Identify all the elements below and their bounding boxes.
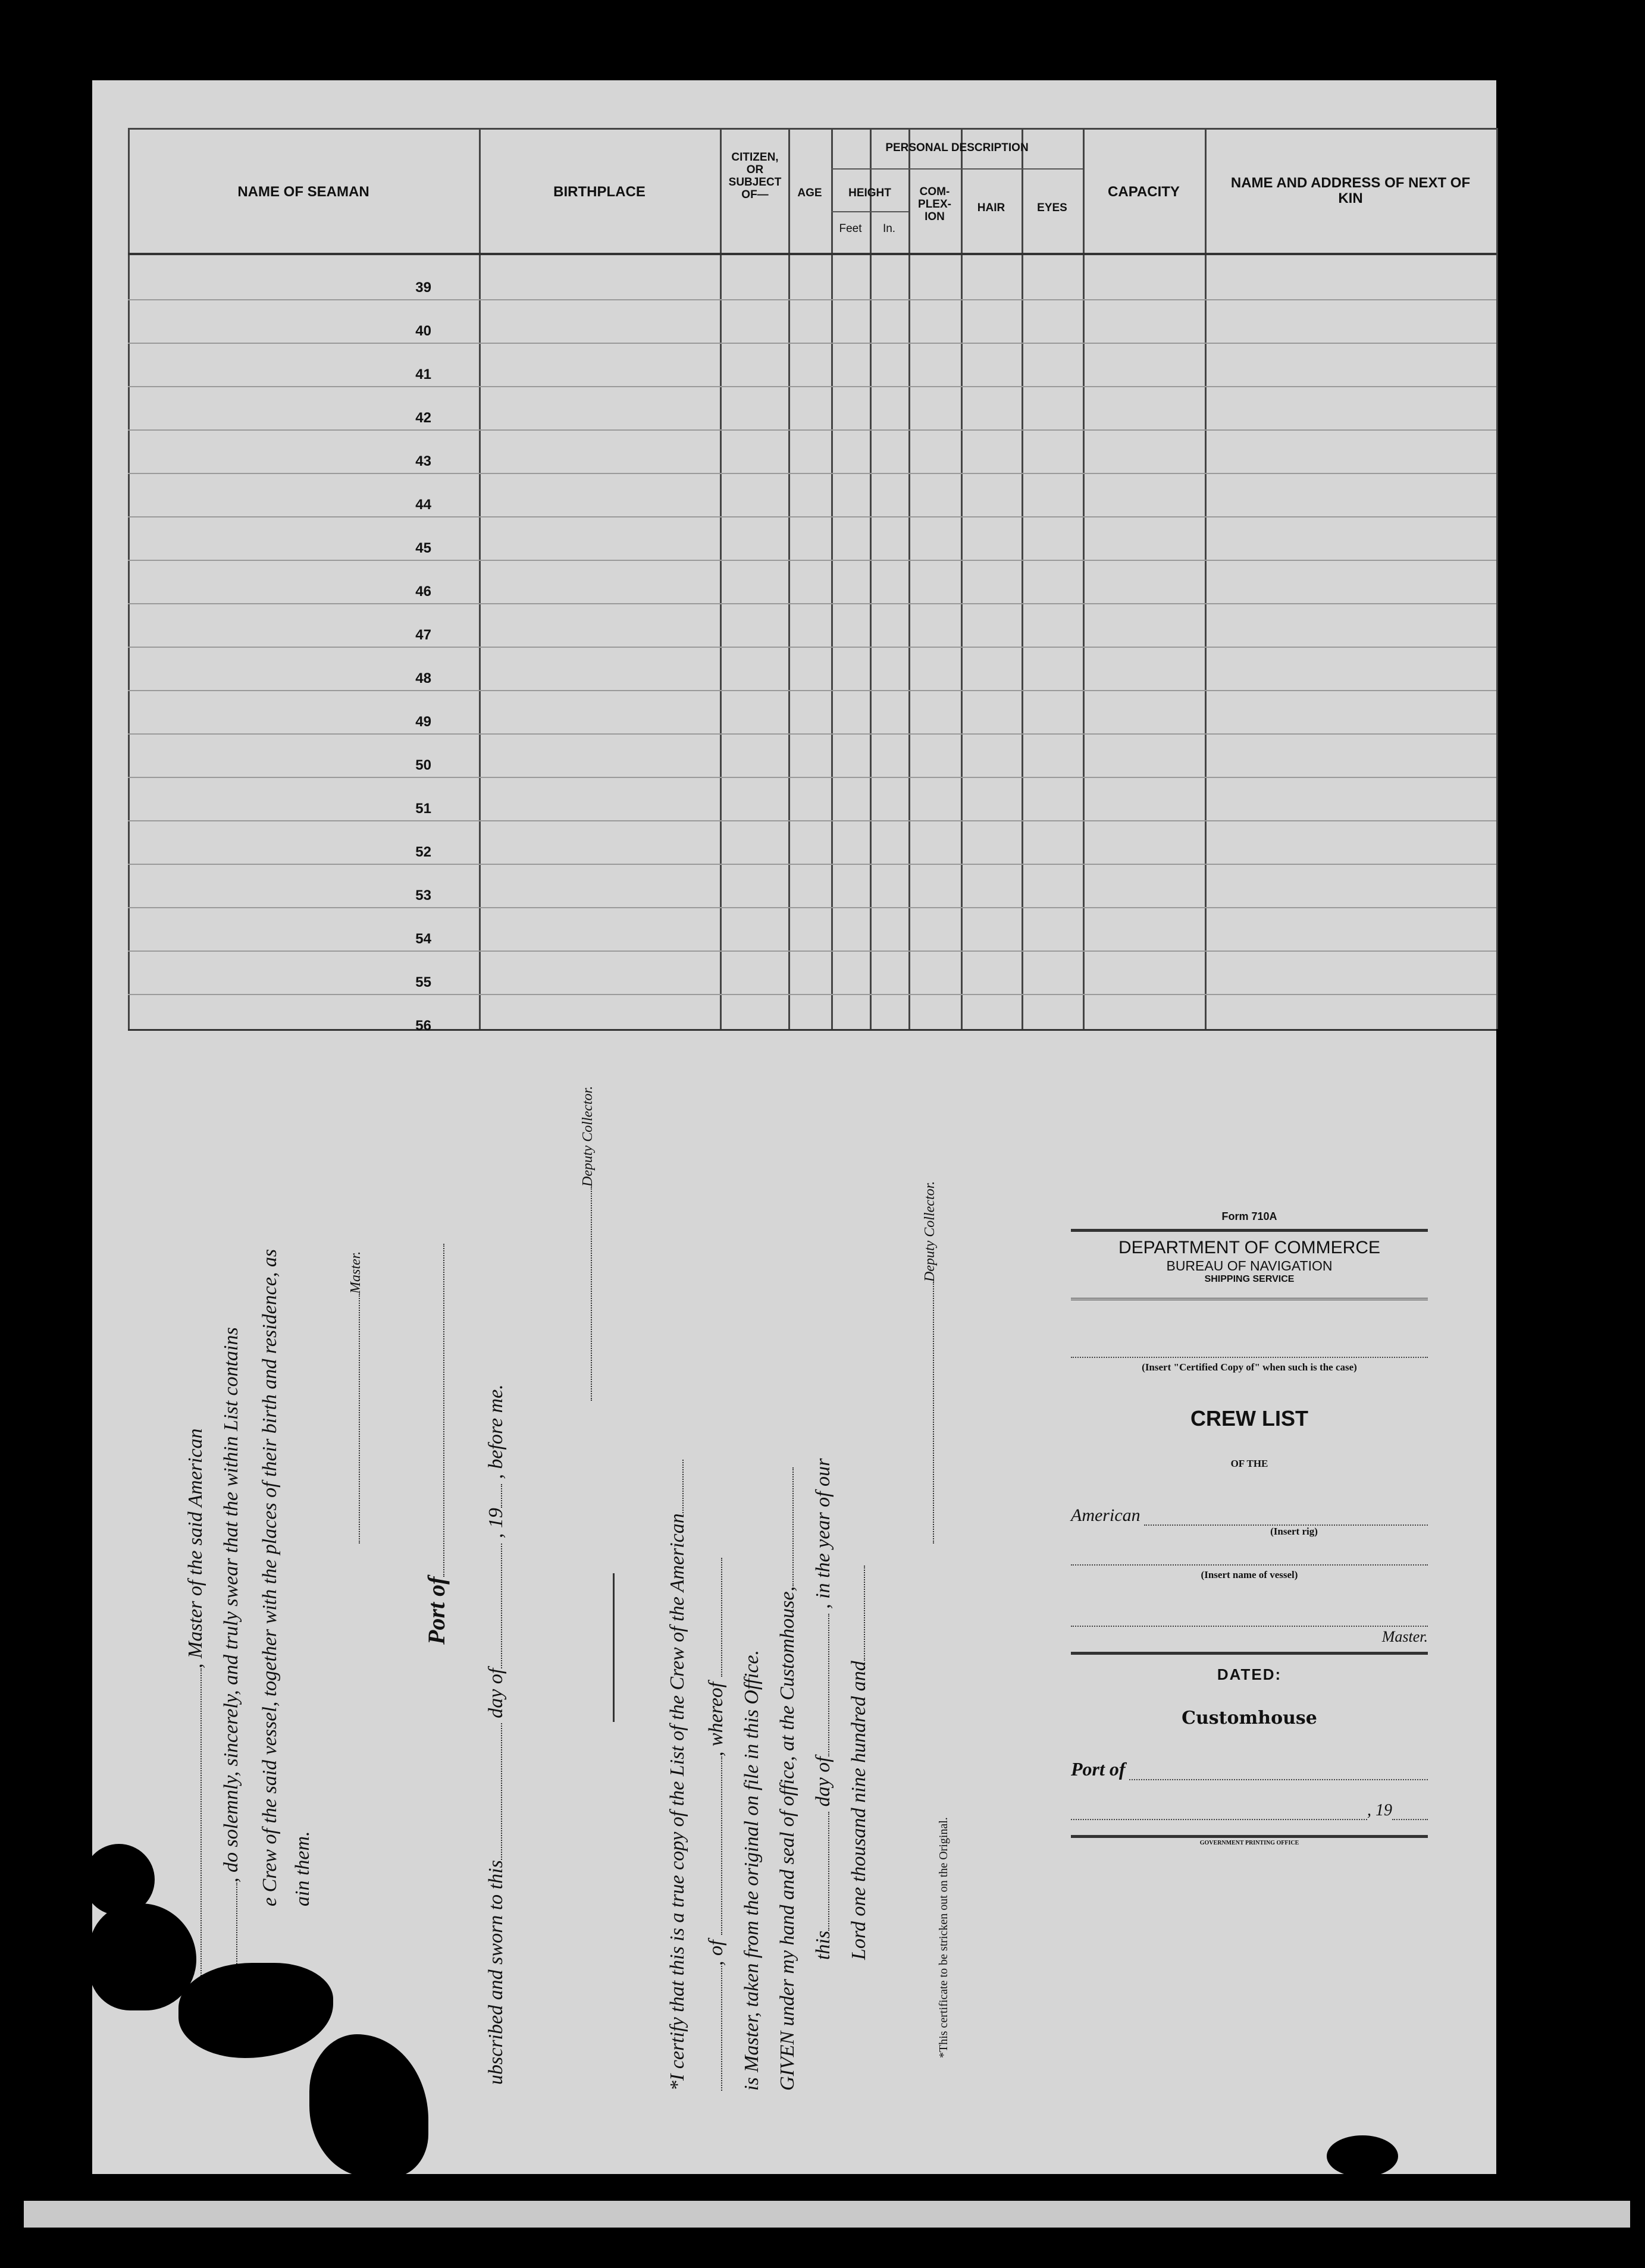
oath-line-3: e Crew of the said vessel, together with the places of their birth and residence, as: [259, 1249, 281, 1906]
header-age: AGE: [797, 187, 822, 199]
certificate-footnote: *This certificate to be stricken out on the Original.: [937, 1817, 950, 2058]
certificate-lord-line: Lord one thousand nine hundred and: [848, 1566, 870, 1960]
oath-line-2: , do solemnly, sincerely, and truly swear that the within List contains: [220, 1327, 243, 2002]
form-back-cover: [1071, 1210, 1428, 1846]
header-citizen: CITIZEN, OR SUBJECT OF—: [728, 151, 782, 201]
header-feet: Feet: [839, 222, 862, 235]
header-hair: HAIR: [977, 202, 1005, 214]
row-number: 40: [415, 323, 431, 339]
back-port-field[interactable]: Port of: [1071, 1758, 1428, 1780]
divider-rule: [613, 1573, 615, 1722]
row-number: 49: [415, 714, 431, 730]
header-capacity: CAPACITY: [1108, 184, 1180, 200]
oath-port-of: Port of: [422, 1244, 450, 1645]
printer-imprint: GOVERNMENT PRINTING OFFICE: [1199, 1840, 1299, 1846]
header-eyes: EYES: [1037, 202, 1067, 214]
row-number: 45: [415, 540, 431, 556]
header-name-of-seaman: NAME OF SEAMAN: [237, 184, 369, 200]
row-number: 41: [415, 366, 431, 382]
customhouse-label: Customhouse: [1182, 1708, 1317, 1729]
insert-rig-note: (Insert rig): [1270, 1526, 1318, 1537]
row-number: 55: [415, 974, 431, 990]
row-number: 52: [415, 844, 431, 860]
certificate-line-1: *I certify that this is a true copy of the List of the Crew of the American: [666, 1460, 689, 2091]
certificate-line-3: GIVEN under my hand and seal of office, at the Customhouse,: [776, 1467, 799, 2091]
certificate-this-day: this day of , in the year of our: [812, 1458, 834, 1960]
master-signature-line: Master.: [348, 1251, 364, 1544]
department-title: DEPARTMENT OF COMMERCE: [1118, 1238, 1381, 1257]
oath-line-4: ain them.: [292, 1831, 314, 1906]
american-rig-field[interactable]: American: [1071, 1505, 1428, 1526]
form-number: Form 710A: [1221, 1210, 1277, 1222]
row-number: 50: [415, 757, 431, 773]
underlying-page-strip: [24, 2201, 1630, 2228]
master-name-field[interactable]: [1071, 1626, 1428, 1627]
header-next-of-kin: NAME AND ADDRESS OF NEXT OF KIN: [1230, 175, 1471, 207]
row-number: 47: [415, 627, 431, 643]
certificate-deputy-collector: Deputy Collector.: [922, 1181, 938, 1544]
row-number: 54: [415, 931, 431, 947]
header-inches: In.: [882, 222, 896, 235]
row-number: 46: [415, 584, 431, 600]
insert-certified-note: (Insert "Certified Copy of" when such is the case): [1142, 1362, 1357, 1373]
row-number: 42: [415, 410, 431, 426]
row-number: 48: [415, 670, 431, 686]
header-complexion: COM-PLEX-ION: [918, 186, 951, 223]
row-number: 56: [415, 1018, 431, 1034]
service-title: SHIPPING SERVICE: [1204, 1274, 1295, 1284]
seaman-table: [128, 128, 1472, 1034]
certificate-line-of: , of , whereof: [705, 1558, 728, 2091]
master-label: Master.: [1381, 1628, 1428, 1645]
header-birthplace: BIRTHPLACE: [553, 184, 646, 200]
bureau-title: BUREAU OF NAVIGATION: [1166, 1258, 1333, 1273]
vessel-name-field[interactable]: [1071, 1564, 1428, 1566]
oath-line-1: , Master of the said American: [184, 1428, 207, 2002]
back-date-field[interactable]: , 19: [1071, 1801, 1428, 1820]
burn-damage: [1327, 2135, 1398, 2177]
of-the-label: OF THE: [1230, 1458, 1268, 1469]
certificate-line-2: is Master, taken from the original on file in this Office.: [741, 1649, 763, 2091]
row-number: 43: [415, 453, 431, 469]
crew-list-form-sheet: [92, 80, 1496, 2174]
crew-list-title: CREW LIST: [1190, 1406, 1308, 1431]
insert-vessel-note: (Insert name of vessel): [1201, 1569, 1298, 1580]
oath-sworn-line: ubscribed and sworn to this day of , 19 , before me.: [485, 1384, 507, 2085]
row-number: 39: [415, 280, 431, 296]
header-personal-description: PERSONAL DESCRIPTION: [885, 142, 1029, 154]
row-number: 44: [415, 497, 431, 513]
oath-deputy-collector: Deputy Collector.: [580, 1086, 596, 1401]
header-height: HEIGHT: [848, 187, 891, 199]
row-number: 53: [415, 887, 431, 904]
dated-label: DATED:: [1217, 1665, 1282, 1683]
row-number: 51: [415, 801, 431, 817]
